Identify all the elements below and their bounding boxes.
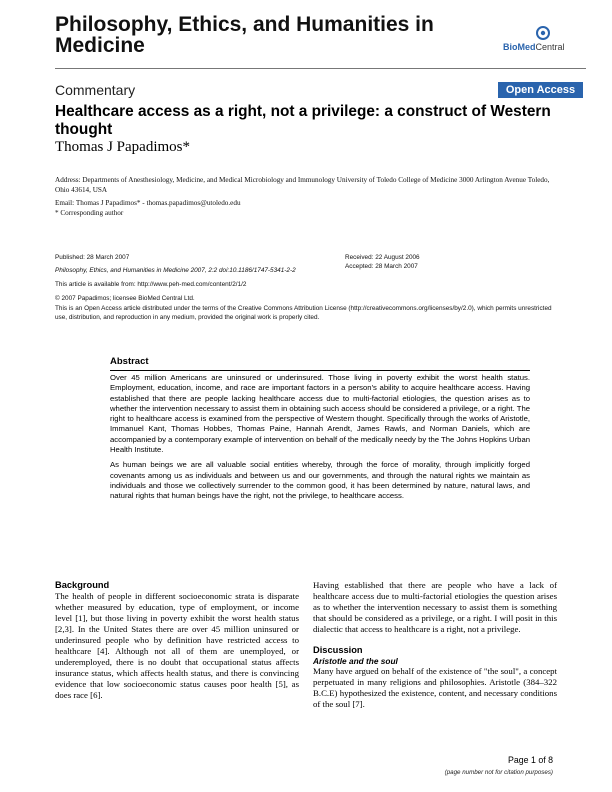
article-author: Thomas J Papadimos*	[55, 139, 190, 155]
discussion-subheading: Aristotle and the soul	[313, 656, 398, 666]
publisher-brand: BioMed	[503, 42, 536, 52]
accepted-date: Accepted: 28 March 2007	[345, 263, 418, 270]
article-title: Healthcare access as a right, not a privilege: a construct of Western thought	[55, 103, 551, 138]
intro-text: Having established that there are people who have a lack of healthcare access due to multi-factorial etiologies the question arises as to whether the intervention necessary to assist them is something that should be considered as a privilege, or a right. I will posit in this dialectic that access to healthcare is a right, not a privilege.	[313, 580, 557, 634]
abstract-divider	[110, 370, 530, 371]
discussion-text: Many have argued on behalf of the existence of "the soul", a concept perpetuated in many religions and philosophies. Aristotle (384–322 B.C.E) hypothesized the existence, content, and necessary conditions of the soul [7].	[313, 666, 557, 709]
abstract-box	[110, 357, 530, 543]
publisher-suffix: Central	[535, 42, 565, 52]
article-url: This article is available from: http://www.peh-med.com/content/2/1/2	[55, 281, 247, 288]
background-text: The health of people in different socioeconomic strata is disparate whether measured by education, type of employment, or income level [1], but those living in poverty exhibit the worst health status [2,3]. In the United States there are over 45 million uninsured or underinsured people who by definition have restricted access to healthcare [4]. Although not all of them are unemployed, or underemployed, there is no doubt that occupational status affects insurance status, which affects health status, and there is convincing evidence that low socioeconomic status causes poor health [5], as does race [6].	[55, 591, 299, 700]
section-type: Commentary	[55, 82, 136, 98]
background-heading: Background	[55, 580, 110, 590]
body-column-right	[313, 580, 557, 710]
open-access-badge: Open Access	[498, 82, 583, 98]
copyright-line: © 2007 Papadimos; licensee BioMed Central Ltd.	[55, 295, 195, 302]
corresponding-note: * Corresponding author	[55, 209, 124, 217]
license-text: This is an Open Access article distributed under the terms of the Creative Commons Attribution License (http://creativecommons.org/licenses/by/2.0), which permits unrestricted use, distribution, and reproduction in any medium, provided the original work is properly cited.	[55, 305, 552, 321]
journal-title: Philosophy, Ethics, and Humanities in Medicine	[55, 13, 434, 57]
abstract-heading: Abstract	[110, 356, 149, 367]
abstract-paragraph: Over 45 million Americans are uninsured or underinsured. Those living in poverty exhibit the worst health status. Employment, education, income, and race are important factors in a person's ability to acquire healthcare access. Having established that there are people lacking healthcare access due to multi-factorial etiologies, the question arises as to whether the intervention necessary to assist them in obtaining such access should be considered a privilege, or a right. The right to healthcare access is examined from the perspective of Western thought. Specifically through the works of Aristotle, Immanuel Kant, Thomas Hobbes, Thomas Paine, Hannah Arendt, James Rawls, and Norman Daniels, which are accompanied by a contemporary example of intervention on behalf of the medically needy by the The Johns Hopkins Urban Health Institute.	[110, 373, 530, 455]
discussion-heading: Discussion	[313, 645, 363, 655]
page-note: (page number not for citation purposes)	[444, 769, 553, 776]
published-date: Published: 28 March 2007	[55, 254, 130, 261]
body-column-left	[55, 580, 299, 701]
abstract-paragraph: As human beings we are all valuable social entities whereby, through the force of morality, through implicitly forged covenants among us as individuals and between us and our governments, and through the natural rights we maintain as individuals and those we collectively surrender to the common good, it has been determined by nature, natural laws, and natural rights that human beings have the right, not the privilege, to healthcare access.	[110, 460, 530, 501]
author-email: Email: Thomas J Papadimos* - thomas.papadimos@utoledo.edu	[55, 199, 241, 207]
header-divider	[55, 68, 586, 69]
received-date: Received: 22 August 2006	[345, 254, 420, 261]
citation: Philosophy, Ethics, and Humanities in Medicine 2007, 2:2 doi:10.1186/1747-5341-2-2	[55, 267, 296, 274]
author-address: Address: Departments of Anesthesiology, Medicine, and Medical Microbiology and Immunology University of Toledo College of Medicine 3000 Arlington Avenue Toledo, Ohio 43614, USA	[55, 176, 550, 194]
publisher-logo-text	[503, 42, 565, 52]
page-number: Page 1 of 8	[508, 755, 553, 765]
